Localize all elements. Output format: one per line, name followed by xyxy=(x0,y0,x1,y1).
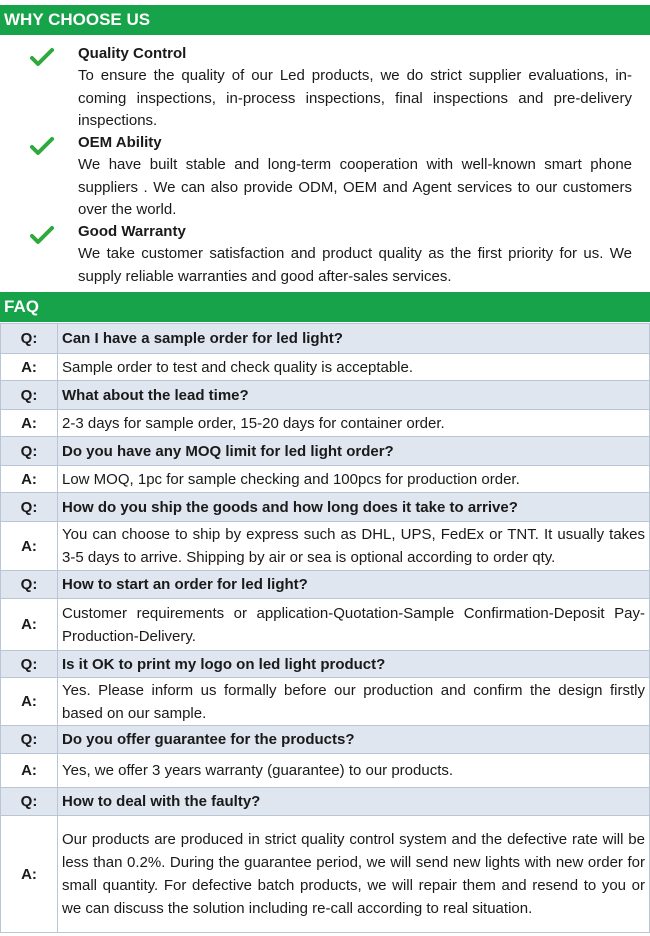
faq-a-label: A: xyxy=(1,522,58,571)
faq-answer: Yes, we offer 3 years warranty (guarantee) to our products. xyxy=(58,754,650,788)
faq-question-row xyxy=(1,437,650,466)
faq-question: What about the lead time? xyxy=(58,381,650,410)
faq-question-row xyxy=(1,493,650,522)
why-item-quality-control xyxy=(0,43,650,131)
faq-answer: 2-3 days for sample order, 15-20 days for container order. xyxy=(58,410,650,437)
faq-question-row xyxy=(1,788,650,816)
faq-q-label: Q: xyxy=(1,788,58,816)
faq-question: Is it OK to print my logo on led light product? xyxy=(58,651,650,678)
faq-answer-row xyxy=(1,410,650,437)
checkmark-icon xyxy=(30,136,54,156)
faq-question-row xyxy=(1,651,650,678)
why-item-oem-ability xyxy=(0,132,650,220)
why-item-title: OEM Ability xyxy=(78,134,162,151)
faq-a-label: A: xyxy=(1,466,58,493)
faq-question-row xyxy=(1,324,650,354)
faq-q-label: Q: xyxy=(1,571,58,599)
faq-question: How do you ship the goods and how long does it take to arrive? xyxy=(58,493,650,522)
faq-a-label: A: xyxy=(1,599,58,651)
faq-question-row xyxy=(1,726,650,754)
faq-answer: You can choose to ship by express such as DHL, UPS, FedEx or TNT. It usually takes 3-5 days to arrive. Shipping by air or sea is optional according to order qty. xyxy=(58,522,650,571)
faq-q-label: Q: xyxy=(1,437,58,466)
faq-q-label: Q: xyxy=(1,324,58,354)
faq-a-label: A: xyxy=(1,410,58,437)
faq-a-label: A: xyxy=(1,816,58,933)
faq-table xyxy=(0,323,650,933)
faq-answer: Sample order to test and check quality is acceptable. xyxy=(58,354,650,381)
faq-q-label: Q: xyxy=(1,381,58,410)
faq-question: Can I have a sample order for led light? xyxy=(58,324,650,354)
faq-q-label: Q: xyxy=(1,651,58,678)
checkmark-icon xyxy=(30,225,54,245)
faq-a-label: A: xyxy=(1,754,58,788)
checkmark-icon xyxy=(30,47,54,67)
faq-a-label: A: xyxy=(1,354,58,381)
faq-answer-row xyxy=(1,678,650,726)
why-item-body: To ensure the quality of our Led products, we do strict supplier evaluations, in-coming inspections, in-process inspections, final inspections and pre-delivery inspections. xyxy=(78,67,632,129)
why-item-title: Quality Control xyxy=(78,45,187,62)
faq-question-row xyxy=(1,571,650,599)
faq-answer: Our products are produced in strict quality control system and the defective rate will be less than 0.2%. During the guarantee period, we will send new lights with new order for small quantity. For defective batch products, we will repair them and resend to you or we can discuss the solution including re-call according to real situation. xyxy=(58,816,650,933)
faq-answer-row xyxy=(1,816,650,933)
faq-answer-row xyxy=(1,754,650,788)
faq-answer: Low MOQ, 1pc for sample checking and 100pcs for production order. xyxy=(58,466,650,493)
why-item-body: We take customer satisfaction and product quality as the first priority for us. We supply reliable warranties and good after-sales services. xyxy=(78,245,632,285)
faq-answer-row xyxy=(1,354,650,381)
faq-answer: Yes. Please inform us formally before our production and confirm the design firstly based on our sample. xyxy=(58,678,650,726)
why-choose-us-heading: WHY CHOOSE US xyxy=(0,5,650,35)
why-item-good-warranty xyxy=(0,221,650,287)
faq-answer-row xyxy=(1,599,650,651)
faq-q-label: Q: xyxy=(1,493,58,522)
faq-answer-row xyxy=(1,466,650,493)
faq-heading: FAQ xyxy=(0,292,650,322)
faq-question: How to deal with the faulty? xyxy=(58,788,650,816)
faq-question: Do you offer guarantee for the products? xyxy=(58,726,650,754)
faq-question-row xyxy=(1,381,650,410)
faq-answer-row xyxy=(1,522,650,571)
why-item-body: We have built stable and long-term cooperation with well-known smart phone suppliers . We can also provide ODM, OEM and Agent services to our customers over the world. xyxy=(78,156,632,218)
faq-q-label: Q: xyxy=(1,726,58,754)
why-item-title: Good Warranty xyxy=(78,223,186,240)
faq-question: Do you have any MOQ limit for led light order? xyxy=(58,437,650,466)
faq-a-label: A: xyxy=(1,678,58,726)
faq-question: How to start an order for led light? xyxy=(58,571,650,599)
faq-answer: Customer requirements or application-Quotation-Sample Confirmation-Deposit Pay- Production-Delivery. xyxy=(58,599,650,651)
